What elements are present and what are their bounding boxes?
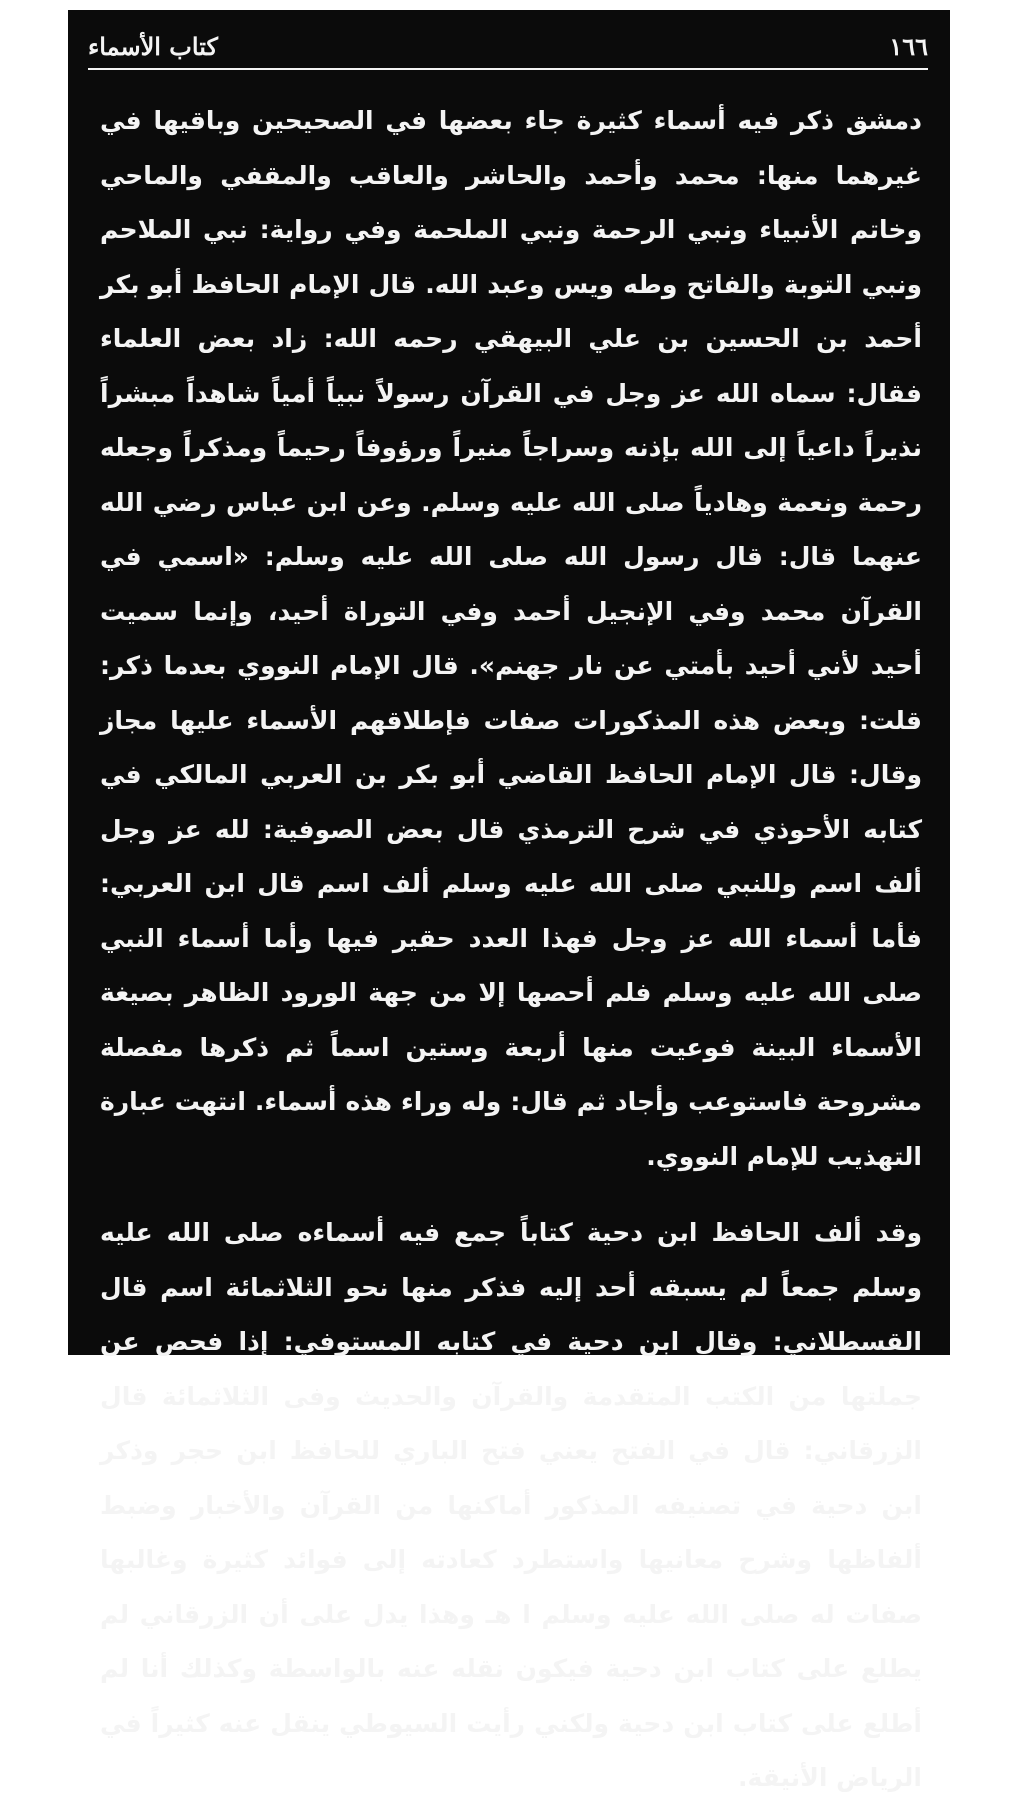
paragraph-2: وقد ألف الحافظ ابن دحية كتاباً جمع فيه أسماءه صلى الله عليه وسلم جمعاً لم يسبقه أحد إليه فذكر منها نحو الثلاثمائة اسم قال القسطلاني: وقال ابن دحية في كتابه المستوفي: إذا فحص عن جملتها من الكتب المتقدمة والقرآن والحديث وفى الثلاثمائة قال الزرقاني: قال في الفتح يعني فتح الباري للحافظ ابن حجر وذكر ابن دحية في تصنيفه المذكور أماكنها من القرآن والأخبار وضبط ألفاظها وشرح معانيها واستطرد كعادته إلى فوائد كثيرة وغالبها صفات له صلى الله عليه وسلم ا هـ وهذا يدل على أن الزرقاني لم يطلع على كتاب ابن دحية فيكون نقله عنه بالواسطة وكذلك أنا لم أطلع على كتاب ابن دحية ولكني رأيت السيوطي ينقل عنه كثيراً في الرياض الأنيقة. <box>100 1218 922 1792</box>
scanned-book-page <box>68 10 950 1792</box>
header-rule <box>88 68 928 70</box>
body-text <box>100 94 922 1806</box>
running-title: كتاب الأسماء <box>88 32 218 61</box>
paragraph-1: دمشق ذكر فيه أسماء كثيرة جاء بعضها في الصحيحين وباقيها في غيرهما منها: محمد وأحمد والحاشر والعاقب والمقفي والماحي وخاتم الأنبياء ونبي الرحمة ونبي الملحمة وفي رواية: نبي الملاحم ونبي التوبة والفاتح وطه ويس وعبد الله. قال الإمام الحافظ أبو بكر أحمد بن الحسين بن علي البيهقي رحمه الله: زاد بعض العلماء فقال: سماه الله عز وجل في القرآن رسولاً نبياً أمياً شاهداً مبشراً نذيراً داعياً إلى الله بإذنه وسراجاً منيراً ورؤوفاً رحيماً ومذكراً وجعله رحمة ونعمة وهادياً صلى الله عليه وسلم. وعن ابن عباس رضي الله عنهما قال: قال رسول الله صلى الله عليه وسلم: «اسمي في القرآن محمد وفي الإنجيل أحمد وفي التوراة أحيد، وإنما سميت أحيد لأني أحيد بأمتي عن نار جهنم». قال الإمام النووي بعدما ذكر: قلت: وبعض هذه المذكورات صفات فإطلاقهم الأسماء عليها مجاز وقال: قال الإمام الحافظ القاضي أبو بكر بن العربي المالكي في كتابه الأحوذي في شرح الترمذي قال بعض الصوفية: لله عز وجل ألف اسم وللنبي صلى الله عليه وسلم ألف اسم قال ابن العربي: فأما أسماء الله عز وجل فهذا العدد حقير فيها وأما أسماء النبي صلى الله عليه وسلم فلم أحصها إلا من جهة الورود الظاهر بصيغة الأسماء البينة فوعيت منها أربعة وستين اسماً ثم ذكرها مفصلة مشروحة فاستوعب وأجاد ثم قال: وله وراء هذه أسماء. انتهت عبارة التهذيب للإمام النووي. <box>100 106 922 1171</box>
page-number: ١٦٦ <box>889 32 928 61</box>
page-header <box>88 28 928 68</box>
